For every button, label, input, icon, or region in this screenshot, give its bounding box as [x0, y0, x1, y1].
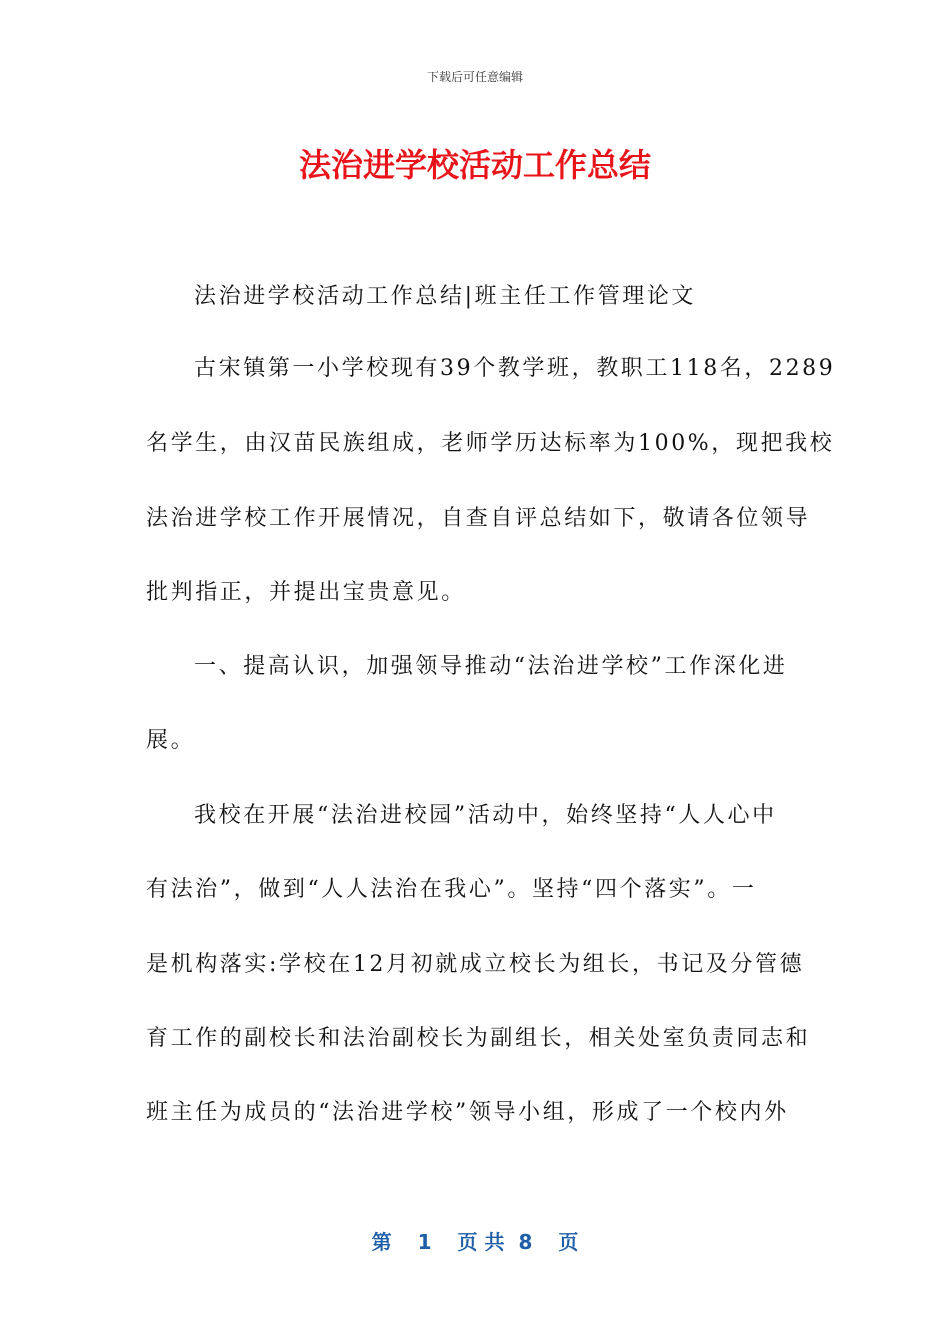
page-total: 8 [518, 1230, 533, 1254]
paragraph-line: 名学生，由汉苗民族组成，老师学历达标率为100%，现把我校 [146, 431, 835, 456]
page-suffix: 页 [558, 1230, 579, 1254]
paragraph-line: 展。 [146, 728, 196, 753]
header-note: 下载后可任意编辑 [426, 70, 523, 84]
paragraph-line: 是机构落实:学校在12月初就成立校长为组长，书记及分管德 [146, 952, 805, 977]
paragraph-line: 批判指正，并提出宝贵意见。 [146, 580, 466, 605]
page-middle: 页 共 [457, 1230, 505, 1254]
document-title: 法治进学校活动工作总结 [298, 146, 651, 184]
page-number: 1 [417, 1230, 432, 1254]
paragraph-line: 一、提高认识，加强领导推动“法治进学校”工作深化进 [194, 654, 788, 679]
paragraph-line: 我校在开展“法治进校园”活动中，始终坚持“人人心中 [194, 803, 777, 828]
paragraph-line: 育工作的副校长和法治副校长为副组长，相关处室负责同志和 [146, 1026, 811, 1051]
paragraph-line: 法治进学校活动工作总结|班主任工作管理论文 [194, 284, 697, 309]
page-footer [0, 1226, 950, 1255]
paragraph-line: 法治进学校工作开展情况，自查自评总结如下，敬请各位领导 [146, 506, 811, 531]
paragraph-line: 有法治”，做到“人人法治在我心”。坚持“四个落实”。一 [146, 877, 757, 902]
paragraph-line: 古宋镇第一小学校现有39个教学班，教职工118名，2289 [194, 356, 836, 381]
page-prefix: 第 [371, 1230, 392, 1254]
paragraph-line: 班主任为成员的“法治进学校”领导小组，形成了一个校内外 [146, 1100, 789, 1125]
